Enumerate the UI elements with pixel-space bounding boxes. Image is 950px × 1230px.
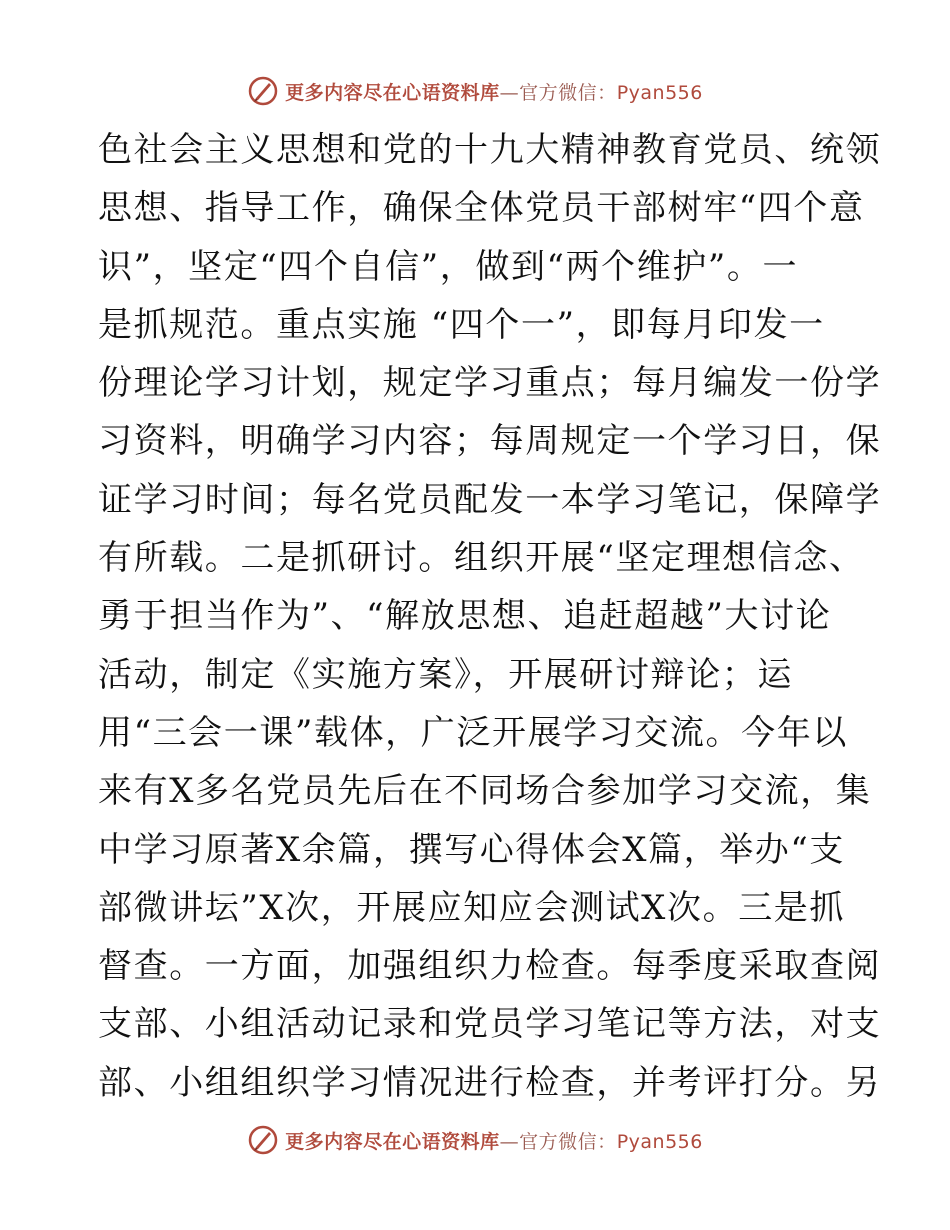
watermark-wechat-id: Pyan556 [616,1130,703,1153]
watermark-main-text: 更多内容尽在心语资料库 [285,1130,500,1153]
body-line: 督查。一方面，加强组织力检查。每季度采取查阅 [98,946,882,987]
header-watermark [0,71,950,111]
body-line: 支部、小组活动记录和党员学习笔记等方法，对支 [98,1004,882,1045]
quill-logo-icon [247,75,279,107]
watermark-main-text: 更多内容尽在心语资料库 [285,81,500,104]
watermark-label: 官方微信： [519,1130,617,1153]
body-line: 色社会主义思想和党的十九大精神教育党员、统领 [98,130,882,170]
body-line: 来有X多名党员先后在不同场合参加学习交流，集 [98,771,872,812]
footer-watermark [0,1120,950,1160]
body-line: 部微讲坛”X次，开展应知应会测试X次。三是抓 [98,887,845,928]
body-line: 活动，制定《实施方案》，开展研讨辩论；运 [98,654,793,695]
body-line: 中学习原著X余篇，撰写心得体会X篇，举办“支 [98,829,845,870]
document-body [98,121,882,1112]
body-line: 用“三会一课”载体，广泛开展学习交流。今年以 [98,712,848,753]
watermark-text [285,78,703,105]
watermark-wechat-id: Pyan556 [616,81,703,104]
quill-logo-icon [247,1124,279,1156]
body-line: 思想、指导工作，确保全体党员干部树牢“四个意 [98,188,865,229]
watermark-dash: — [499,1130,520,1153]
watermark-dash: — [499,81,520,104]
watermark-label: 官方微信： [519,81,617,104]
watermark-text [285,1127,703,1154]
body-line: 份理论学习计划，规定学习重点；每月编发一份学 [98,363,882,404]
body-line: 部、小组组织学习情况进行检查，并考评打分。另 [98,1062,882,1103]
body-line: 证学习时间；每名党员配发一本学习笔记，保障学 [98,479,882,520]
body-line: 勇于担当作为”、“解放思想、追赶超越”大讨论 [98,596,832,637]
body-line: 是抓规范。重点实施 “四个一”，即每月印发一 [98,304,825,345]
body-line: 习资料，明确学习内容；每周规定一个学习日，保 [98,421,882,462]
body-line: 有所载。二是抓研讨。组织开展“坚定理想信念、 [98,538,865,579]
body-line: 识”，坚定“四个自信”，做到“两个维护”。一 [98,246,799,287]
